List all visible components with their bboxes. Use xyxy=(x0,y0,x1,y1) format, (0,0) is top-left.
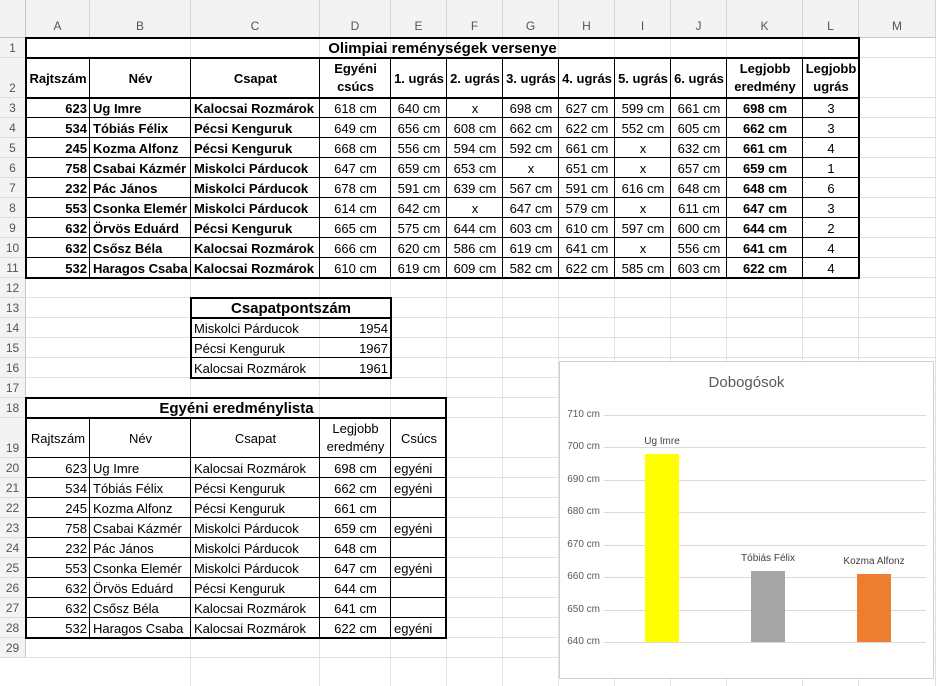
main-egyeni-csucs-cell[interactable]: 678 cm xyxy=(334,180,377,196)
main-ugras-5-cell[interactable]: 585 cm xyxy=(621,260,665,276)
team-table-title[interactable]: Csapatpontszám xyxy=(230,299,352,317)
chart-bar[interactable] xyxy=(751,571,785,642)
chart-gridline xyxy=(604,447,926,448)
main-ugras-4-cell[interactable]: 641 cm xyxy=(565,240,609,256)
column-header-I[interactable]: I xyxy=(615,0,671,38)
main-ugras-3-cell[interactable]: 592 cm xyxy=(509,140,553,156)
header-ugras-6[interactable]: 6. ugrás xyxy=(674,70,724,86)
chart-bar[interactable] xyxy=(645,454,679,642)
individual-rajtszam-cell[interactable]: 534 xyxy=(65,480,87,496)
main-egyeni-csucs-cell[interactable]: 618 cm xyxy=(334,100,377,116)
main-ugras-6-cell[interactable]: 632 cm xyxy=(677,140,721,156)
individual-csucs-cell[interactable]: egyéni xyxy=(394,460,433,476)
row-header-1[interactable]: 1 xyxy=(0,38,26,58)
row-header-18[interactable]: 18 xyxy=(0,398,26,418)
y-tick-label: 670 cm xyxy=(567,538,600,550)
individual-rajtszam-cell[interactable]: 632 xyxy=(65,600,87,616)
individual-csucs-cell[interactable] xyxy=(391,598,446,618)
individual-csucs-cell[interactable]: egyéni xyxy=(394,520,433,536)
column-header-J[interactable]: J xyxy=(671,0,727,38)
individual-nev-cell[interactable]: Csonka Elemér xyxy=(93,560,182,576)
individual-rajtszam-cell[interactable]: 632 xyxy=(65,580,87,596)
main-csapat-cell[interactable]: Kalocsai Rozmárok xyxy=(194,100,314,116)
individual-nev-cell[interactable]: Kozma Alfonz xyxy=(93,500,173,516)
row-header-19[interactable]: 19 xyxy=(0,418,26,458)
y-tick-label: 690 cm xyxy=(567,473,600,485)
main-rajtszam-cell[interactable]: 632 xyxy=(65,240,87,256)
row-header-15[interactable]: 15 xyxy=(0,338,26,358)
header-legjobb-eredmeny[interactable] xyxy=(727,58,803,98)
main-egyeni-csucs-cell[interactable]: 647 cm xyxy=(334,160,377,176)
main-ugras-2-cell[interactable]: 586 cm xyxy=(453,240,497,256)
row-header-11[interactable]: 11 xyxy=(0,258,26,278)
main-legjobb-eredmeny-cell[interactable]: 698 cm xyxy=(742,100,788,116)
y-tick-label: 650 cm xyxy=(567,603,600,615)
individual-legjobb-eredmeny-cell[interactable]: 659 cm xyxy=(334,520,377,536)
individual-table-title[interactable]: Egyéni eredménylista xyxy=(159,399,314,417)
header-rajtszam[interactable]: Rajtszám xyxy=(29,70,87,86)
individual-csapat-cell[interactable]: Pécsi Kenguruk xyxy=(194,500,286,516)
main-ugras-5-cell[interactable]: x xyxy=(639,240,647,256)
individual-rajtszam-cell[interactable]: 532 xyxy=(65,620,87,636)
main-ugras-6-cell[interactable]: 648 cm xyxy=(677,180,721,196)
main-nev-cell[interactable]: Csonka Elemér xyxy=(93,200,187,216)
individual-csapat-cell[interactable]: Miskolci Párducok xyxy=(194,540,299,556)
gridline-horizontal xyxy=(26,337,936,338)
main-ugras-4-cell[interactable]: 651 cm xyxy=(565,160,609,176)
individual-csapat-cell[interactable]: Miskolci Párducok xyxy=(194,560,299,576)
main-legjobb-eredmeny-cell[interactable]: 661 cm xyxy=(742,140,788,156)
main-nev-cell[interactable]: Csősz Béla xyxy=(93,240,163,256)
row-header-27[interactable]: 27 xyxy=(0,598,26,618)
main-ugras-6-cell[interactable]: 600 cm xyxy=(677,220,721,236)
team-name-cell[interactable]: Miskolci Párducok xyxy=(194,320,299,336)
row-header-14[interactable]: 14 xyxy=(0,318,26,338)
main-nev-cell[interactable]: Örvös Eduárd xyxy=(93,220,179,236)
chart-bar[interactable] xyxy=(857,574,891,642)
main-ugras-2-cell[interactable]: 609 cm xyxy=(453,260,497,276)
main-legjobb-ugras-cell[interactable]: 4 xyxy=(827,260,835,276)
main-csapat-cell[interactable]: Pécsi Kenguruk xyxy=(194,140,293,156)
main-legjobb-eredmeny-cell[interactable]: 622 cm xyxy=(742,260,788,276)
main-egyeni-csucs-cell[interactable]: 666 cm xyxy=(334,240,377,256)
row-header-8[interactable]: 8 xyxy=(0,198,26,218)
main-egyeni-csucs-cell[interactable]: 668 cm xyxy=(334,140,377,156)
main-ugras-2-cell[interactable]: 639 cm xyxy=(453,180,497,196)
header-ugras-5[interactable]: 5. ugrás xyxy=(618,70,668,86)
main-legjobb-ugras-cell[interactable]: 6 xyxy=(827,180,835,196)
individual-legjobb-eredmeny-cell[interactable]: 641 cm xyxy=(334,600,377,616)
main-csapat-cell[interactable]: Kalocsai Rozmárok xyxy=(194,260,314,276)
individual-csapat-cell[interactable]: Kalocsai Rozmárok xyxy=(194,620,306,636)
main-ugras-4-cell[interactable]: 610 cm xyxy=(565,220,609,236)
individual-rajtszam-cell[interactable]: 232 xyxy=(65,540,87,556)
individual-rajtszam-cell[interactable]: 623 xyxy=(65,460,87,476)
column-header-F[interactable]: F xyxy=(447,0,503,38)
row-header-13[interactable]: 13 xyxy=(0,298,26,318)
individual-csucs-cell[interactable]: egyéni xyxy=(394,480,433,496)
main-ugras-6-cell[interactable]: 657 cm xyxy=(677,160,721,176)
main-rajtszam-cell[interactable]: 534 xyxy=(65,120,87,136)
main-legjobb-eredmeny-cell[interactable]: 641 cm xyxy=(742,240,788,256)
main-rajtszam-cell[interactable]: 623 xyxy=(65,100,87,116)
main-ugras-6-cell[interactable]: 605 cm xyxy=(677,120,721,136)
individual-nev-cell[interactable]: Tóbiás Félix xyxy=(93,480,164,496)
main-ugras-2-cell[interactable]: 594 cm xyxy=(453,140,497,156)
individual-csucs-cell[interactable]: egyéni xyxy=(394,560,433,576)
individual-header-csapat[interactable]: Csapat xyxy=(234,430,277,446)
row-header-21[interactable]: 21 xyxy=(0,478,26,498)
y-tick-label: 640 cm xyxy=(567,636,600,647)
main-legjobb-eredmeny-cell[interactable]: 662 cm xyxy=(742,120,788,136)
row-header-6[interactable]: 6 xyxy=(0,158,26,178)
main-ugras-1-cell[interactable]: 575 cm xyxy=(397,220,441,236)
row-header-24[interactable]: 24 xyxy=(0,538,26,558)
column-header-K[interactable]: K xyxy=(727,0,803,38)
row-header-20[interactable]: 20 xyxy=(0,458,26,478)
individual-header-rajtszam[interactable]: Rajtszám xyxy=(30,430,86,446)
individual-rajtszam-cell[interactable]: 758 xyxy=(65,520,87,536)
bar-data-label: Kozma Alfonz xyxy=(843,555,905,567)
main-ugras-1-cell[interactable]: 640 cm xyxy=(397,100,441,116)
individual-legjobb-eredmeny-cell[interactable]: 661 cm xyxy=(334,500,377,516)
row-header-10[interactable]: 10 xyxy=(0,238,26,258)
individual-header-csucs[interactable]: Csúcs xyxy=(400,430,438,446)
individual-legjobb-eredmeny-cell[interactable]: 698 cm xyxy=(334,460,377,476)
column-header-L[interactable]: L xyxy=(803,0,859,38)
column-header-E[interactable]: E xyxy=(391,0,447,38)
main-ugras-4-cell[interactable]: 622 cm xyxy=(565,120,609,136)
main-ugras-6-cell[interactable]: 661 cm xyxy=(677,100,721,116)
main-ugras-5-cell[interactable]: x xyxy=(639,200,647,216)
team-name-cell[interactable]: Kalocsai Rozmárok xyxy=(194,360,306,376)
main-nev-cell[interactable]: Tóbiás Félix xyxy=(93,120,169,136)
main-ugras-1-cell[interactable]: 556 cm xyxy=(397,140,441,156)
main-csapat-cell[interactable]: Kalocsai Rozmárok xyxy=(194,240,314,256)
main-ugras-3-cell[interactable]: 619 cm xyxy=(509,240,553,256)
row-header-16[interactable]: 16 xyxy=(0,358,26,378)
header-ugras-4[interactable]: 4. ugrás xyxy=(562,70,612,86)
main-ugras-4-cell[interactable]: 622 cm xyxy=(565,260,609,276)
main-nev-cell[interactable]: Haragos Csaba xyxy=(93,260,188,276)
gridline-horizontal xyxy=(26,317,936,318)
main-nev-cell[interactable]: Kozma Alfonz xyxy=(93,140,179,156)
header-egyeni-csucs-line2: csúcs xyxy=(337,79,374,94)
main-csapat-cell[interactable]: Miskolci Párducok xyxy=(194,180,309,196)
row-header-28[interactable]: 28 xyxy=(0,618,26,638)
column-header-D[interactable]: D xyxy=(320,0,391,38)
individual-csapat-cell[interactable]: Pécsi Kenguruk xyxy=(194,480,286,496)
main-nev-cell[interactable]: Csabai Kázmér xyxy=(93,160,187,176)
chart-gridline xyxy=(604,642,926,643)
main-egyeni-csucs-cell[interactable]: 649 cm xyxy=(334,120,377,136)
main-ugras-4-cell[interactable]: 579 cm xyxy=(565,200,609,216)
main-ugras-5-cell[interactable]: 597 cm xyxy=(621,220,665,236)
main-legjobb-ugras-cell[interactable]: 3 xyxy=(827,120,835,136)
row-header-5[interactable]: 5 xyxy=(0,138,26,158)
main-rajtszam-cell[interactable]: 758 xyxy=(65,160,87,176)
row-header-23[interactable]: 23 xyxy=(0,518,26,538)
main-ugras-6-cell[interactable]: 603 cm xyxy=(677,260,721,276)
column-header-A[interactable]: A xyxy=(26,0,90,38)
main-ugras-5-cell[interactable]: 599 cm xyxy=(621,100,665,116)
main-egyeni-csucs-cell[interactable]: 614 cm xyxy=(334,200,377,216)
main-csapat-cell[interactable]: Pécsi Kenguruk xyxy=(194,220,293,236)
individual-nev-cell[interactable]: Örvös Eduárd xyxy=(93,580,174,596)
y-tick-label: 680 cm xyxy=(567,506,600,518)
main-legjobb-ugras-cell[interactable]: 2 xyxy=(827,220,835,236)
main-egyeni-csucs-cell[interactable]: 610 cm xyxy=(334,260,377,276)
row-header-4[interactable]: 4 xyxy=(0,118,26,138)
individual-legjobb-eredmeny-cell[interactable]: 622 cm xyxy=(334,620,377,636)
team-score-cell[interactable]: 1961 xyxy=(359,360,388,376)
main-csapat-cell[interactable]: Pécsi Kenguruk xyxy=(194,120,293,136)
bar-data-label: Ug Imre xyxy=(644,435,680,447)
individual-csapat-cell[interactable]: Kalocsai Rozmárok xyxy=(194,460,306,476)
main-ugras-1-cell[interactable]: 656 cm xyxy=(397,120,441,136)
main-ugras-5-cell[interactable]: 616 cm xyxy=(621,180,665,196)
main-csapat-cell[interactable]: Miskolci Párducok xyxy=(194,200,309,216)
column-header-B[interactable]: B xyxy=(90,0,191,38)
row-header-7[interactable]: 7 xyxy=(0,178,26,198)
row-header-3[interactable]: 3 xyxy=(0,98,26,118)
main-ugras-1-cell[interactable]: 659 cm xyxy=(397,160,441,176)
header-legjobb-eredmeny-line2: eredmény xyxy=(734,79,796,94)
main-ugras-3-cell[interactable]: 647 cm xyxy=(509,200,553,216)
header-legjobb-eredmeny-line1: Legjobb xyxy=(739,61,791,76)
main-ugras-6-cell[interactable]: 556 cm xyxy=(677,240,721,256)
individual-rajtszam-cell[interactable]: 245 xyxy=(65,500,87,516)
main-ugras-5-cell[interactable]: x xyxy=(639,160,647,176)
main-ugras-1-cell[interactable]: 642 cm xyxy=(397,200,441,216)
main-ugras-3-cell[interactable]: 662 cm xyxy=(509,120,553,136)
main-legjobb-ugras-cell[interactable]: 4 xyxy=(827,240,835,256)
main-ugras-1-cell[interactable]: 591 cm xyxy=(397,180,441,196)
chart-gridline xyxy=(604,415,926,416)
bar-chart[interactable] xyxy=(559,361,934,679)
main-legjobb-eredmeny-cell[interactable]: 648 cm xyxy=(742,180,788,196)
main-ugras-2-cell[interactable]: x xyxy=(471,100,479,116)
gridline-horizontal xyxy=(26,297,936,298)
individual-csapat-cell[interactable]: Miskolci Párducok xyxy=(194,520,299,536)
main-ugras-4-cell[interactable]: 627 cm xyxy=(565,100,609,116)
main-ugras-4-cell[interactable]: 661 cm xyxy=(565,140,609,156)
y-tick-label: 700 cm xyxy=(567,441,600,453)
main-ugras-3-cell[interactable]: x xyxy=(527,160,535,176)
main-legjobb-eredmeny-cell[interactable]: 644 cm xyxy=(742,220,788,236)
chart-title: Dobogósok xyxy=(708,374,785,391)
main-legjobb-ugras-cell[interactable]: 4 xyxy=(827,140,835,156)
individual-rajtszam-cell[interactable]: 553 xyxy=(65,560,87,576)
header-legjobb-ugras[interactable] xyxy=(803,58,859,98)
row-header-12[interactable]: 12 xyxy=(0,278,26,298)
header-legjobb-ugras-line2: ugrás xyxy=(813,79,849,94)
header-ugras-2[interactable]: 2. ugrás xyxy=(450,70,500,86)
main-legjobb-ugras-cell[interactable]: 3 xyxy=(827,200,835,216)
main-ugras-6-cell[interactable]: 611 cm xyxy=(678,200,720,216)
individual-csucs-cell[interactable] xyxy=(391,538,446,558)
main-ugras-2-cell[interactable]: 644 cm xyxy=(453,220,497,236)
individual-header-legjobb-line1: Legjobb xyxy=(332,421,379,436)
main-ugras-1-cell[interactable]: 619 cm xyxy=(397,260,441,276)
individual-header-nev[interactable]: Név xyxy=(128,430,153,446)
team-name-cell[interactable]: Pécsi Kenguruk xyxy=(194,340,286,356)
select-all-corner[interactable] xyxy=(0,0,26,38)
row-header-26[interactable]: 26 xyxy=(0,578,26,598)
main-legjobb-eredmeny-cell[interactable]: 647 cm xyxy=(742,200,788,216)
row-header-29[interactable]: 29 xyxy=(0,638,26,658)
main-ugras-3-cell[interactable]: 698 cm xyxy=(509,100,553,116)
individual-csucs-cell[interactable] xyxy=(391,498,446,518)
main-rajtszam-cell[interactable]: 245 xyxy=(65,140,87,156)
main-rajtszam-cell[interactable]: 532 xyxy=(65,260,87,276)
main-ugras-5-cell[interactable]: x xyxy=(639,140,647,156)
individual-csapat-cell[interactable]: Kalocsai Rozmárok xyxy=(194,600,306,616)
main-legjobb-eredmeny-cell[interactable]: 659 cm xyxy=(742,160,788,176)
header-legjobb-ugras-line1: Legjobb xyxy=(805,61,857,76)
individual-legjobb-eredmeny-cell[interactable]: 648 cm xyxy=(334,540,377,556)
main-csapat-cell[interactable]: Miskolci Párducok xyxy=(194,160,309,176)
row-header-17[interactable]: 17 xyxy=(0,378,26,398)
main-nev-cell[interactable]: Ug Imre xyxy=(93,100,142,116)
individual-header-legjobb[interactable] xyxy=(320,418,391,458)
individual-csapat-cell[interactable]: Pécsi Kenguruk xyxy=(194,580,286,596)
row-header-9[interactable]: 9 xyxy=(0,218,26,238)
header-csapat[interactable]: Csapat xyxy=(233,70,278,86)
gridline-horizontal xyxy=(26,357,936,358)
header-egyeni-csucs[interactable] xyxy=(320,58,391,98)
main-ugras-5-cell[interactable]: 552 cm xyxy=(621,120,665,136)
main-nev-cell[interactable]: Pác János xyxy=(93,180,158,196)
main-ugras-3-cell[interactable]: 603 cm xyxy=(509,220,553,236)
individual-legjobb-eredmeny-cell[interactable]: 662 cm xyxy=(334,480,377,496)
individual-legjobb-eredmeny-cell[interactable]: 644 cm xyxy=(334,580,377,596)
main-ugras-1-cell[interactable]: 620 cm xyxy=(397,240,441,256)
team-score-cell[interactable]: 1954 xyxy=(359,320,388,336)
individual-nev-cell[interactable]: Csabai Kázmér xyxy=(93,520,182,536)
individual-nev-cell[interactable]: Haragos Csaba xyxy=(93,620,184,636)
header-egyeni-csucs-line1: Egyéni xyxy=(334,61,377,76)
individual-csucs-cell[interactable] xyxy=(391,578,446,598)
main-ugras-4-cell[interactable]: 591 cm xyxy=(565,180,609,196)
individual-legjobb-eredmeny-cell[interactable]: 647 cm xyxy=(334,560,377,576)
row-header-22[interactable]: 22 xyxy=(0,498,26,518)
main-legjobb-ugras-cell[interactable]: 3 xyxy=(827,100,835,116)
y-tick-label: 710 cm xyxy=(567,409,600,420)
individual-header-legjobb-line2: eredmény xyxy=(326,439,385,454)
column-header-H[interactable]: H xyxy=(559,0,615,38)
main-rajtszam-cell[interactable]: 553 xyxy=(65,200,87,216)
individual-nev-cell[interactable]: Ug Imre xyxy=(93,460,140,476)
main-rajtszam-cell[interactable]: 632 xyxy=(65,220,87,236)
header-nev[interactable]: Név xyxy=(128,70,153,86)
header-ugras-1[interactable]: 1. ugrás xyxy=(394,70,444,86)
y-tick-label: 660 cm xyxy=(567,571,600,583)
main-ugras-2-cell[interactable]: 608 cm xyxy=(453,120,497,136)
main-ugras-3-cell[interactable]: 582 cm xyxy=(509,260,553,276)
main-legjobb-ugras-cell[interactable]: 1 xyxy=(827,160,835,176)
bar-data-label: Tóbiás Félix xyxy=(741,552,795,564)
column-header-C[interactable]: C xyxy=(191,0,320,38)
team-score-cell[interactable]: 1967 xyxy=(359,340,388,356)
main-ugras-3-cell[interactable]: 567 cm xyxy=(509,180,553,196)
row-header-25[interactable]: 25 xyxy=(0,558,26,578)
main-rajtszam-cell[interactable]: 232 xyxy=(65,180,87,196)
main-egyeni-csucs-cell[interactable]: 665 cm xyxy=(334,220,377,236)
column-header-M[interactable]: M xyxy=(859,0,936,38)
individual-nev-cell[interactable]: Csősz Béla xyxy=(93,600,159,616)
main-ugras-2-cell[interactable]: 653 cm xyxy=(453,160,497,176)
main-table-title[interactable]: Olimpiai reménységek versenye xyxy=(328,39,557,57)
column-header-G[interactable]: G xyxy=(503,0,559,38)
individual-csucs-cell[interactable]: egyéni xyxy=(394,620,433,636)
main-ugras-2-cell[interactable]: x xyxy=(471,200,479,216)
individual-nev-cell[interactable]: Pác János xyxy=(93,540,154,556)
header-ugras-3[interactable]: 3. ugrás xyxy=(506,70,556,86)
row-header-2[interactable]: 2 xyxy=(0,58,26,98)
